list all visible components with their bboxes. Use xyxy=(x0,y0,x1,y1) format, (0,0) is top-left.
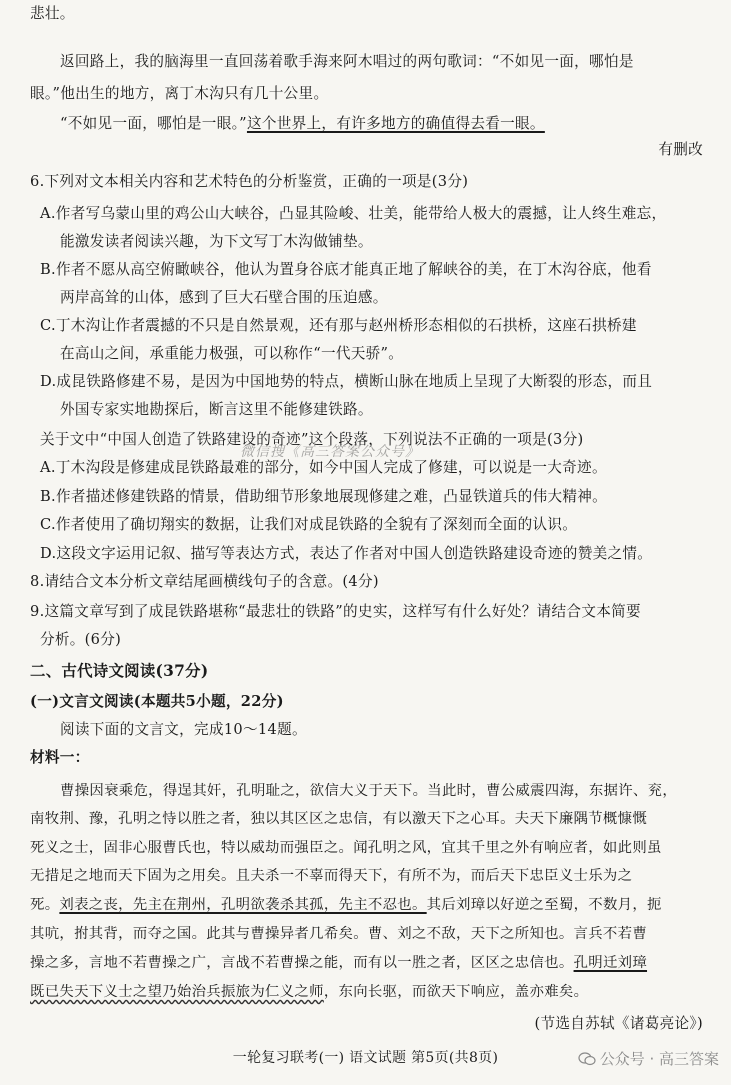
passage-line xyxy=(30,982,588,1002)
question-9-cont: 分析。(6分) xyxy=(40,631,122,648)
wechat-icon xyxy=(578,1052,596,1066)
option-6b: B.作者不愿从高空俯瞰峡谷，他认为置身谷底才能真正地了解峡谷的美，在丁木沟谷底，他看 xyxy=(40,261,652,278)
brand-watermark xyxy=(578,1048,719,1069)
underlined-passage: 孔明迁刘璋 xyxy=(573,955,648,971)
option-7d: D.这段文字运用记叙、描写等表达方式，表达了作者对中国人创造铁路建设奇迹的赞美之情。 xyxy=(40,545,653,562)
text-line: 眼。”他出生的地方，离丁木沟只有几十公里。 xyxy=(30,85,329,102)
page-footer: 一轮复习联考(一) 语文试题 第5页(共8页) xyxy=(232,1050,499,1066)
material-label: 材料一： xyxy=(30,749,90,766)
passage-text: 操之多，言地不若曹操之广，言战不若曹操之能，而有以一胜之者，区区之忠信也。 xyxy=(30,955,574,971)
question-7: 关于文中“中国人创造了铁路建设的奇迹”这个段落，下列说法不正确的一项是(3分) xyxy=(40,431,584,448)
passage-line xyxy=(30,895,662,915)
option-6d: D.成昆铁路修建不易，是因为中国地势的特点，横断山脉在地质上呈现了大断裂的形态，而且 xyxy=(40,373,653,390)
option-6a-cont: 能激发读者阅读兴趣，为下文写丁木沟做铺垫。 xyxy=(60,233,373,250)
underlined-passage: 刘表之丧，先主在荆州，孔明欲袭杀其孤，先主不忍也。 xyxy=(59,897,427,913)
question-9: 9.这篇文章写到了成昆铁路堪称“最悲壮的铁路”的史实，这样写有什么好处？请结合文本简要 xyxy=(30,603,641,620)
text-line: 返回路上，我的脑海里一直回荡着歌手海来阿木唱过的两句歌词：“不如见一面，哪怕是 xyxy=(60,53,634,70)
passage-text: 其后刘璋以好逆之至蜀，不数月，扼 xyxy=(426,897,662,913)
brand-text: 公众号 · 高三答案 xyxy=(599,1050,719,1068)
option-7c: C.作者使用了确切翔实的数据，让我们对成昆铁路的全貌有了深刻而全面的认识。 xyxy=(40,516,578,533)
text-line xyxy=(60,114,545,134)
question-6: 6.下列对文本相关内容和艺术特色的分析鉴赏，正确的一项是(3分) xyxy=(30,173,469,190)
option-7b: B.作者描述修建铁路的情景，借助细节形象地展现修建之难，凸显铁道兵的伟大精神。 xyxy=(40,488,608,505)
quote-text: “不如见一面，哪怕是一眼。” xyxy=(60,115,247,132)
option-6c: C.丁木沟让作者震撼的不只是自然景观，还有那与赵州桥形态相似的石拱桥，这座石拱桥建 xyxy=(40,317,637,334)
question-8: 8.请结合文本分析文章结尾画横线句子的含意。(4分) xyxy=(30,573,379,590)
option-7a: A.丁木沟段是修建成昆铁路最难的部分，如今中国人完成了修建，可以说是一大奇迹。 xyxy=(40,459,607,476)
option-6b-cont: 两岸高耸的山体，感到了巨大石壁合围的压迫感。 xyxy=(60,289,388,306)
passage-text: ，东向长驱，而欲天下响应，盖亦难矣。 xyxy=(323,984,589,1000)
underlined-sentence: 这个世界上，有许多地方的确值得去看一眼。 xyxy=(246,115,545,132)
passage-line: 曹操因衰乘危，得逞其奸，孔明耻之，欲信大义于天下。当此时，曹公威震四海，东据许、兖， xyxy=(60,783,678,799)
passage-text: 死。 xyxy=(30,897,60,913)
watermark-text: 微信搜《高三答案公众号》 xyxy=(240,444,420,460)
passage-line: 无措足之地而天下固为之用矣。且夫杀一不辜而得天下，有所不为，而后天下忠臣义士乐为之 xyxy=(30,868,633,884)
passage-line xyxy=(30,953,647,973)
subsection-heading: (一)文言文阅读(本题共5小题，22分) xyxy=(30,693,284,710)
passage-line: 其吭，拊其背，而夺之国。此其与曹操异者几希矣。曹、刘之不敌，天下之所知也。言兵不若曹 xyxy=(30,926,648,942)
passage-line: 南牧荆、豫，孔明之恃以胜之者，独以其区区之忠信，有以激天下之心耳。夫天下廉隅节概慷慨 xyxy=(30,811,648,827)
source-note: 有删改 xyxy=(658,141,703,158)
wavy-underlined-passage: 既已失天下义士之望乃始治兵振旅为仁义之师 xyxy=(30,984,324,1000)
option-6a: A.作者写乌蒙山里的鸡公山大峡谷，凸显其险峻、壮美，能带给人极大的震撼，让人终生难忘， xyxy=(40,205,667,222)
passage-line: 死义之士，固非心服曹氏也，特以威劫而强臣之。闻孔明之风，宜其千里之外有响应者，如此则虽 xyxy=(30,840,662,856)
section-heading: 二、古代诗文阅读(37分) xyxy=(30,662,209,680)
text-line: 悲壮。 xyxy=(30,5,75,22)
option-6c-cont: 在高山之间，承重能力极强，可以称作“一代天骄”。 xyxy=(60,345,404,362)
citation: (节选自苏轼《诸葛亮论》) xyxy=(534,1015,703,1032)
option-6d-cont: 外国专家实地勘探后，断言这里不能修建铁路。 xyxy=(60,401,373,418)
instruction: 阅读下面的文言文，完成10～14题。 xyxy=(60,721,307,738)
